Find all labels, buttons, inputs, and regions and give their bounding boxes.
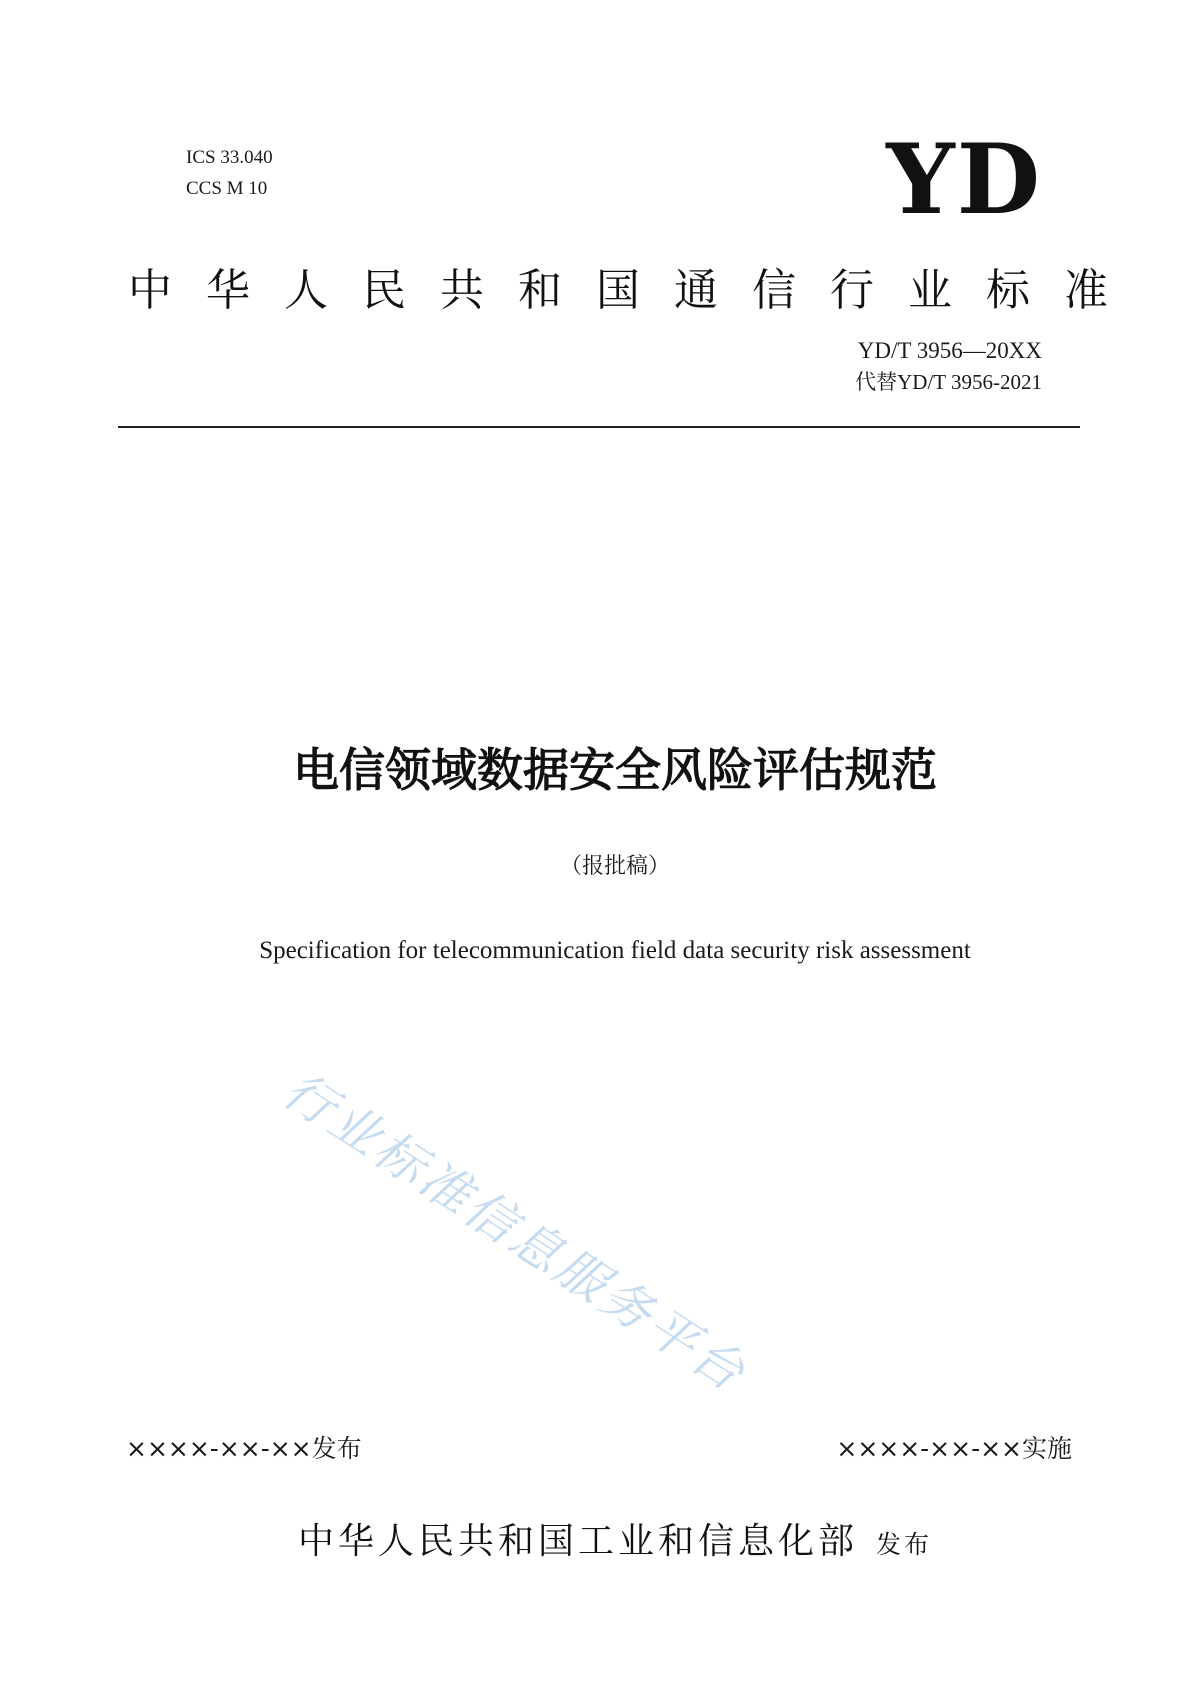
ics-code: ICS 33.040: [186, 147, 273, 168]
standard-category-char: 业: [908, 265, 952, 316]
watermark: 行业标准信息服务平台: [272, 1060, 758, 1404]
standard-category-char: 人: [284, 265, 328, 316]
classification-codes: [186, 142, 273, 204]
publish-date: ××××-××-××发布: [126, 1434, 362, 1463]
standard-category-char: 和: [518, 265, 562, 316]
standard-category-char: 行: [830, 265, 874, 316]
replaces-standard: 代替YD/T 3956-2021: [855, 370, 1042, 394]
standard-category-char: 华: [206, 265, 250, 316]
ccs-code: CCS M 10: [186, 178, 268, 199]
english-title: Specification for telecommunication field data security risk assessment: [259, 937, 971, 964]
standard-category-char: 准: [1064, 265, 1108, 316]
header-divider: [118, 426, 1080, 428]
draft-stage: （报批稿）: [559, 854, 670, 879]
yd-logo: YD: [886, 123, 1042, 236]
standard-code: YD/T 3956—20XX: [857, 338, 1042, 363]
standard-category-char: 通: [674, 265, 718, 316]
standard-category: [128, 262, 1108, 320]
issuer-name: 中华人民共和国工业和信息化部: [297, 1521, 858, 1562]
issuer-suffix: 发布: [876, 1530, 933, 1559]
implement-date: ××××-××-××实施: [836, 1434, 1072, 1463]
standard-category-char: 共: [440, 265, 484, 316]
standard-category-char: 民: [362, 265, 406, 316]
issuer: [0, 1518, 1190, 1569]
document-title: 电信领域数据安全风险评估规范: [293, 743, 937, 797]
standard-category-char: 标: [986, 265, 1030, 316]
standard-category-char: 信: [752, 265, 796, 316]
standard-category-char: 中: [128, 265, 172, 316]
standard-category-char: 国: [596, 265, 640, 316]
